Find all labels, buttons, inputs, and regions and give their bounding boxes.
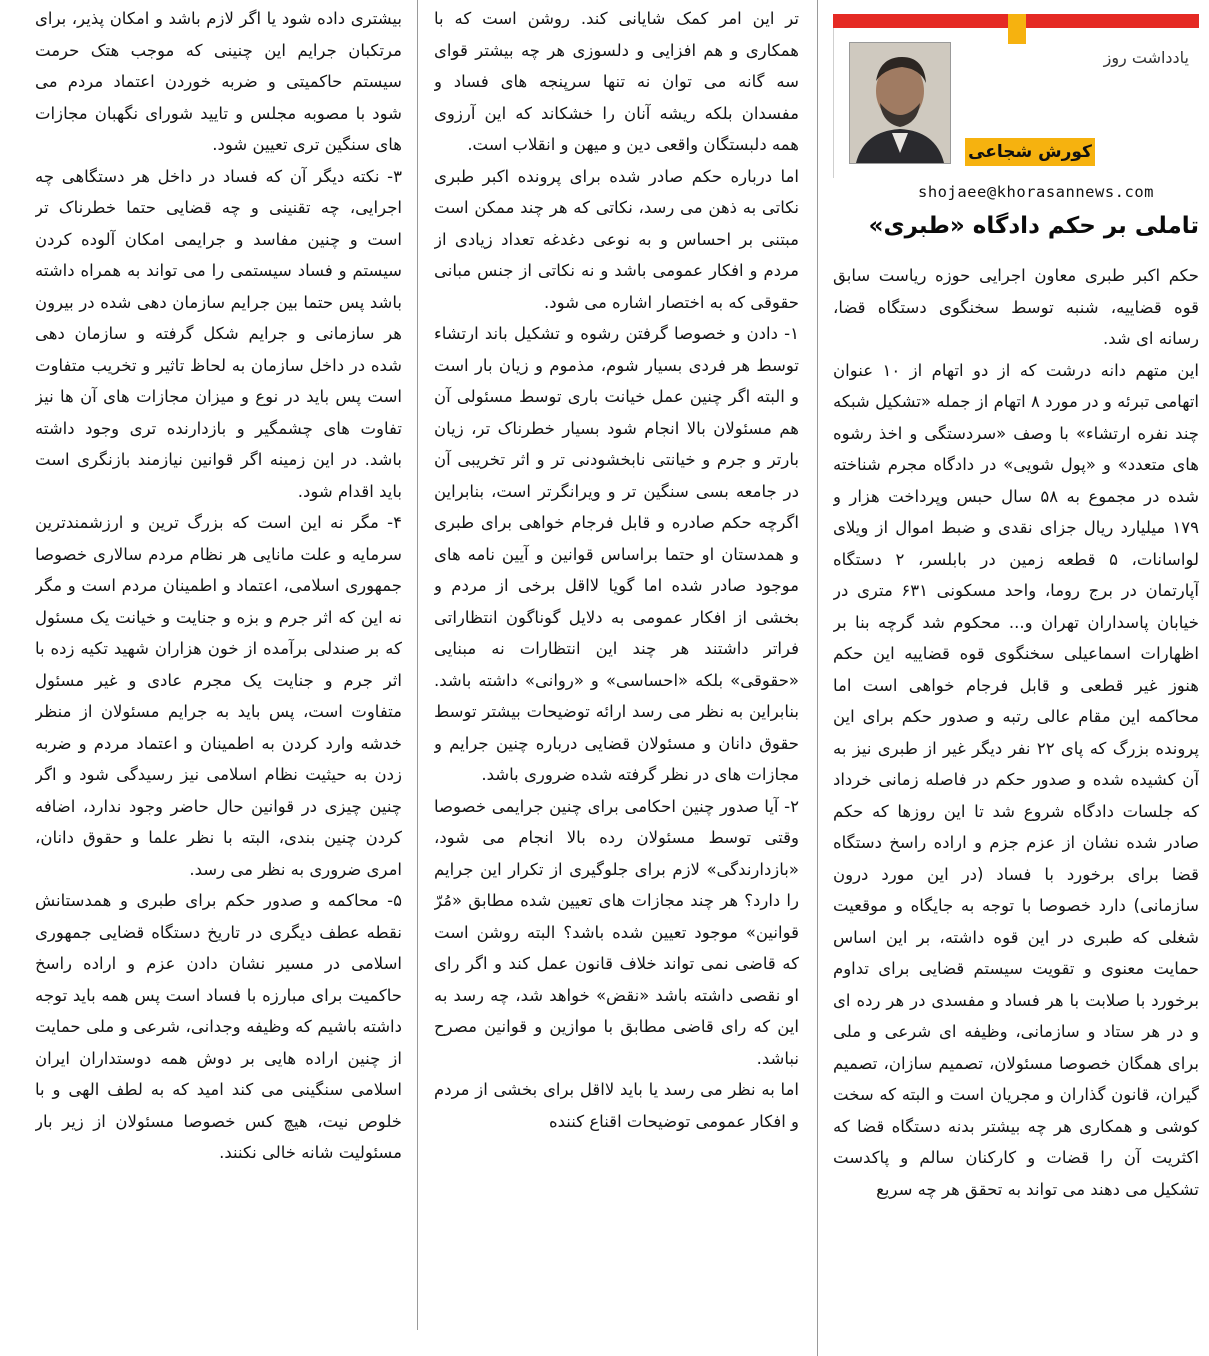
- author-photo: [849, 42, 951, 164]
- article-body-start: [833, 260, 1199, 1205]
- column-title: یادداشت روز: [1103, 48, 1189, 67]
- column-divider: [817, 0, 818, 1356]
- article-headline: تاملی بر حکم دادگاه «طبری»: [868, 213, 1199, 239]
- article-column-left: [35, 0, 402, 1333]
- paragraph: این متهم دانه درشت که از دو اتهام از ۱۰ عنوان اتهامی تبرئه و در مورد ۸ اتهام از جمله «تشکیل شبکه چند نفره ارتشاء» با وصف «سردستگی و اخذ رشوه های متعدد» و «پول شویی» در دادگاه مجرم شناخته شده در مجموع به ۵۸ سال حبس وپرداخت هزار و ۱۷۹ میلیارد ریال جزای نقدی و ضبط اموال از ویلای لواسانات، ۵ قطعه زمین در بابلسر، ۲ دستگاه آپارتمان در برج روما، واحد مسکونی ۶۳۱ متری در خیابان پاسداران تهران و... محکوم شد گرچه بنا بر اظهارات اسماعیلی سخنگوی قوه قضاییه این حکم هنوز غیر قطعی و قابل فرجام خواهی است اما محاکمه این مقام عالی رتبه و صدور حکم برای این پرونده بزرگ که پای ۲۲ نفر دیگر غیر از طبری نیز به آن کشیده شده و صدور حکم در فاصله زمانی خرداد که جلسات دادگاه شروع شد تا این روزها که حکم صادر شده نشان از عزم جزم و اراده راسخ دستگاه قضا برای برخورد با فساد (در این مورد درون سازمانی) دارد خصوصا با توجه به جایگاه و موقعیت شغلی که طبری در این قوه داشته، بر این اساس حمایت معنوی و تقویت سیستم قضایی برای تداوم برخورد با صلابت با هر فساد و مفسدی در هر رده ای و در هر ستاد و سازمانی، وظیفه ای شرعی و ملی برای همگان خصوصا مسئولان، تصمیم سازان، تصمیم گیران، قانون گذاران و مجریان است و البته که سخت کوشی و همکاری هر چه بیشتر بدنه دستگاه قضا که اکثریت آن را قضات و کارکنان سالم و پاکدست تشکیل می دهند می تواند به تحقق هر چه سریع: [833, 360, 1199, 1199]
- paragraph: بیشتری داده شود یا اگر لازم باشد و امکان پذیر، برای مرتکبان جرایم این چنینی که موجب هتک حرمت سیستم حاکمیتی و ضربه خوردن اعتماد مردم می شود با مصوبه مجلس و تایید شورای نگهبان مجازات های سنگین تری تعیین شود.: [35, 9, 402, 154]
- paragraph: ۱- دادن و خصوصا گرفتن رشوه و تشکیل باند ارتشاء توسط هر فردی بسیار شوم، مذموم و زیان بار است و البته اگر چنین عمل خیانت باری توسط مسئولی آن هم مسئولان بالا انجام شود بسیار خطرناک تر، زیان بارتر و جرم و خیانتی نابخشودنی تر و اثر تخریبی آن در جامعه بسی سنگین تر و ویرانگرتر است، بنابراین اگرچه حکم صادره و قابل فرجام خواهی برای طبری و همدستان او حتما براساس قوانین و آیین نامه های موجود صادر شده اما گویا لااقل برخی از مردم و بخشی از افکار عمومی به دلایل گوناگون انتظاراتی فراتر داشتند هر چند این انتظارات نه مبنایی «حقوقی» بلکه «احساسی» و «روانی» داشته باشد. بنابراین به نظر می رسد ارائه توضیحات بیشتر توسط حقوق دانان و مسئولان قضایی درباره چنین جرایم و مجازات های در نظر گرفته شده ضروری باشد.: [434, 324, 799, 784]
- article-column-right: [833, 0, 1199, 1356]
- paragraph: ۲- آیا صدور چنین احکامی برای چنین جرایمی خصوصا وقتی توسط مسئولان رده بالا انجام می شود، «بازدارندگی» لازم برای جلوگیری از تکرار این جرایم را دارد؟ هر چند مجازات های تعیین شده مطابق «مُرّ قوانین» موجود تعیین شده باشد؟ البته روشن است که قاضی نمی تواند خلاف قانون عمل کند و اگر رای او نقصی داشته باشد «نقض» خواهد شد، چه رسد به این که رای قاضی مطابق با موازین و قوانین مصرح نباشد.: [434, 796, 799, 1068]
- paragraph: اما به نظر می رسد یا باید لااقل برای بخشی از مردم و افکار عمومی توضیحات اقناع کننده: [434, 1080, 799, 1131]
- paragraph: اما درباره حکم صادر شده برای پرونده اکبر طبری نکاتی به ذهن می رسد، نکاتی که هر چند ممکن است مبتنی بر احساس و به نوعی دغدغه تعداد زیادی از مردم و افکار عمومی باشد و نه نکاتی از جنس مبانی حقوقی که به اختصار اشاره می شود.: [434, 166, 799, 312]
- paragraph: ۳- نکته دیگر آن که فساد در داخل هر دستگاهی چه اجرایی، چه تقنینی و چه قضایی حتما خطرناک تر است و چنین مفاسد و جرایمی امکان آلوده کردن سیستم و فساد سیستمی را می تواند به همراه داشته باشد پس حتما بین جرایم سازمان دهی شده در بیرون هر سازمانی و جرایم شکل گرفته و سازمان دهی شده در داخل سازمان به لحاظ تاثیر و تخریب متفاوت است پس باید در نوع و میزان مجازات های آن ها نیز تفاوت های چشمگیر و بازدارنده تری وجود داشته باشد. در این زمینه اگر قوانین نیازمند بازنگری است باید اقدام شود.: [35, 166, 402, 501]
- paragraph: ۴- مگر نه این است که بزرگ ترین و ارزشمندترین سرمایه و علت مانایی هر نظام مردم سالاری خصوصا جمهوری اسلامی، اعتماد و اطمینان مردم است و مگر نه این که اثر جرم و بزه و جنایت و خیانت یک مسئول که بر صندلی برآمده از خون هزاران شهید تکیه زده با اثر جرم و جنایت یک مجرم عادی و غیر مسئول متفاوت است، پس باید به جرایم مسئولان از منظر خدشه وارد کردن به اطمینان و اعتماد مردم و ضربه زدن به حیثیت نظام اسلامی نیز رسیدگی شود و اگر چنین چیزی در قوانین حال حاضر وجود ندارد، اضافه کردن چنین بندی، البته با نظر علما و حقوق دانان، امری ضروری به نظر می رسد.: [35, 513, 402, 879]
- author-email: shojaee@khorasannews.com: [918, 183, 1154, 201]
- author-name: کورش شجاعی: [965, 138, 1095, 166]
- paragraph: ۵- محاکمه و صدور حکم برای طبری و همدستانش نقطه عطف دیگری در تاریخ دستگاه قضایی جمهوری اسلامی در مسیر نشان دادن عزم و اراده راسخ حاکمیت برای مبارزه با فساد است پس همه باید توجه داشته باشیم که وظیفه وجدانی، شرعی و ملی حمایت از چنین اراده هایی بر دوش همه دوستداران ایران اسلامی سنگینی می کند امید که به لطف الهی و با خلوص نیت، هیچ کس خصوصا مسئولان از زیر بار مسئولیت شانه خالی نکنند.: [35, 891, 402, 1162]
- column-divider: [417, 0, 418, 1330]
- article-column-middle: [434, 0, 799, 1333]
- paragraph: حکم اکبر طبری معاون اجرایی حوزه ریاست سابق قوه قضاییه، شنبه توسط سخنگوی دستگاه قضا، رسانه ای شد.: [833, 266, 1199, 348]
- paragraph: تر این امر کمک شایانی کند. روشن است که با همکاری و هم افزایی و دلسوزی هر چه بیشتر قوای سه گانه می توان نه تنها سرپنجه های فساد و مفسدان بلکه ریشه آنان را خشکاند که این آرزوی همه دلبستگان واقعی دین و میهن و انقلاب است.: [434, 9, 799, 154]
